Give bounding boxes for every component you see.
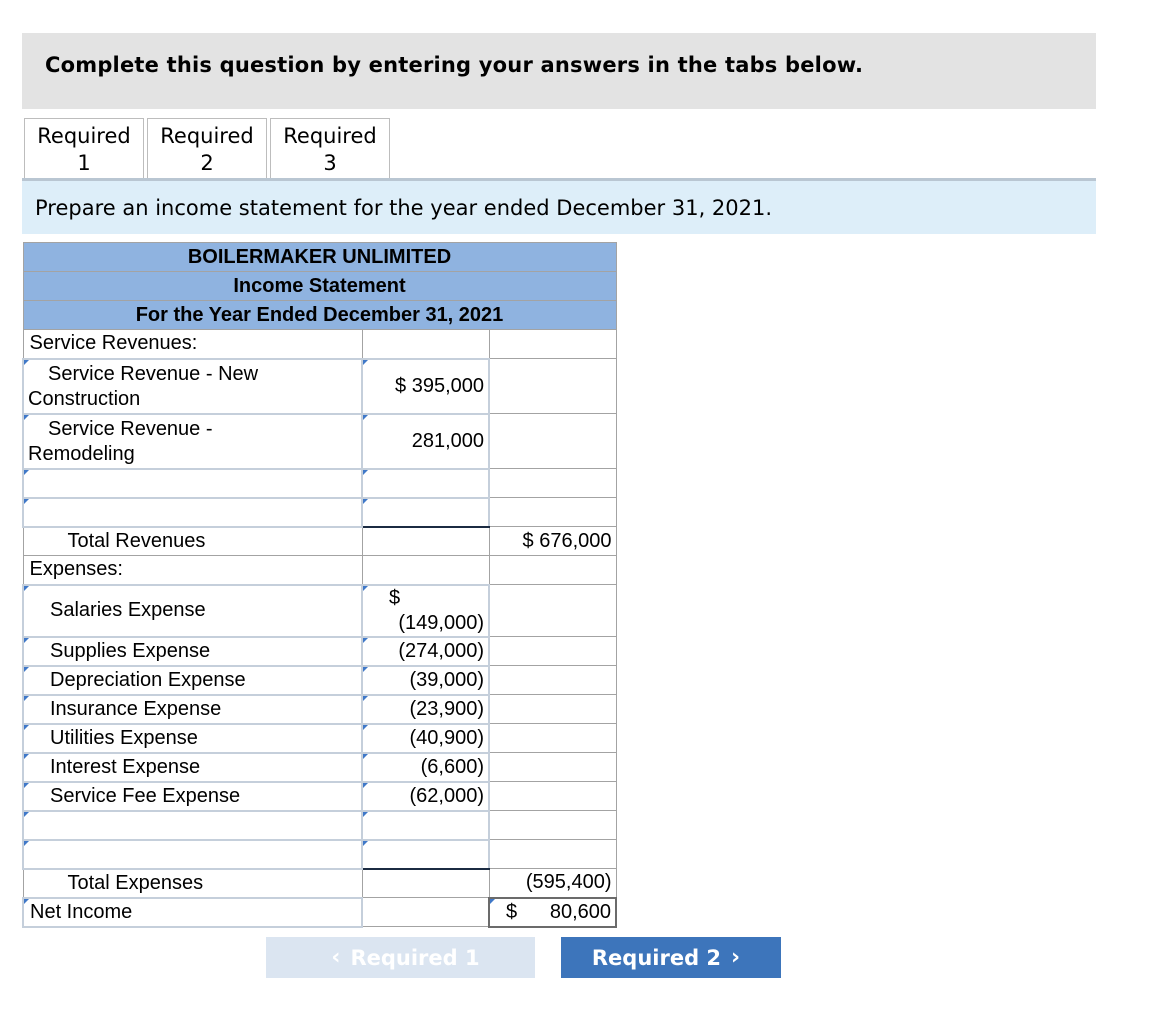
- revenue-account-input-empty[interactable]: [23, 469, 362, 498]
- company-name: BOILERMAKER UNLIMITED: [23, 243, 616, 272]
- revenue-amount-input[interactable]: 281,000: [362, 414, 489, 469]
- net-income-amount: 80,600: [549, 900, 611, 923]
- revenue-label-line2: Remodeling: [28, 442, 135, 465]
- empty-cell: [489, 359, 616, 414]
- net-income-label-input[interactable]: Net Income: [23, 898, 362, 927]
- next-button-label: Required 2: [591, 945, 722, 970]
- expense-account-input[interactable]: Utilities Expense: [23, 724, 362, 753]
- revenue-label-line1: Service Revenue -: [48, 417, 213, 440]
- empty-cell: [489, 782, 616, 811]
- revenue-amount-input-empty[interactable]: [362, 498, 489, 527]
- empty-cell: [489, 637, 616, 666]
- total-revenues-value: $ 676,000: [489, 527, 616, 556]
- tab-number: 2: [200, 151, 214, 175]
- expense-amount-input-empty[interactable]: [362, 840, 489, 869]
- expense-account-input[interactable]: Depreciation Expense: [23, 666, 362, 695]
- empty-cell: [362, 898, 489, 927]
- total-expenses-value: (595,400): [489, 869, 616, 898]
- expense-amount-input[interactable]: (62,000): [362, 782, 489, 811]
- expense-amount-input[interactable]: [362, 585, 489, 637]
- expense-amount-input-empty[interactable]: [362, 811, 489, 840]
- net-income-value-input[interactable]: [489, 898, 616, 927]
- tab-required-1[interactable]: [24, 118, 144, 180]
- previous-button-label: Required 1: [350, 945, 480, 970]
- empty-cell: [489, 414, 616, 469]
- instructions-text: Complete this question by entering your answers in the tabs below.: [45, 53, 864, 77]
- expense-account-input[interactable]: Interest Expense: [23, 753, 362, 782]
- tab-required-2[interactable]: [147, 118, 267, 180]
- empty-cell: [489, 469, 616, 498]
- expenses-heading: Expenses:: [23, 556, 362, 585]
- empty-cell: [489, 724, 616, 753]
- expense-amount-input[interactable]: (39,000): [362, 666, 489, 695]
- expense-account-input[interactable]: Salaries Expense: [23, 585, 362, 637]
- dollar-sign: $: [506, 900, 518, 923]
- tab-label: Required: [160, 124, 254, 148]
- empty-cell: [362, 527, 489, 556]
- revenue-amount-input[interactable]: $ 395,000: [362, 359, 489, 414]
- expense-amount-input[interactable]: (40,900): [362, 724, 489, 753]
- instructions-banner: [22, 33, 1096, 109]
- expense-amount-input[interactable]: (274,000): [362, 637, 489, 666]
- tab-bar: [24, 118, 393, 180]
- tab-number: 1: [77, 151, 91, 175]
- prompt-banner: [22, 181, 1096, 234]
- expense-account-input[interactable]: Supplies Expense: [23, 637, 362, 666]
- expense-account-input[interactable]: Service Fee Expense: [23, 782, 362, 811]
- tab-label: Required: [37, 124, 131, 148]
- empty-cell: [489, 330, 616, 359]
- revenue-label-line1: Service Revenue - New: [48, 362, 259, 385]
- revenues-heading: Service Revenues:: [23, 330, 362, 359]
- chevron-left-icon: ‹: [331, 945, 341, 970]
- empty-cell: [489, 585, 616, 637]
- empty-cell: [489, 811, 616, 840]
- expense-account-input-empty[interactable]: [23, 811, 362, 840]
- prompt-text: Prepare an income statement for the year ended December 31, 2021.: [35, 196, 773, 220]
- revenue-amount-input-empty[interactable]: [362, 469, 489, 498]
- expense-amount-input[interactable]: (6,600): [362, 753, 489, 782]
- empty-cell: [489, 498, 616, 527]
- next-required-button[interactable]: [561, 937, 781, 978]
- expense-account-input-empty[interactable]: [23, 840, 362, 869]
- total-expenses-label: Total Expenses: [23, 869, 362, 898]
- tab-label: Required: [283, 124, 377, 148]
- empty-cell: [362, 556, 489, 585]
- empty-cell: [362, 330, 489, 359]
- dollar-sign: $: [389, 586, 401, 609]
- expense-account-input[interactable]: Insurance Expense: [23, 695, 362, 724]
- empty-cell: [489, 753, 616, 782]
- empty-cell: [489, 840, 616, 869]
- statement-title: Income Statement: [23, 272, 616, 301]
- revenue-account-input[interactable]: [23, 414, 362, 469]
- total-revenues-label: Total Revenues: [23, 527, 362, 556]
- tab-required-3[interactable]: [270, 118, 390, 180]
- expense-amount: (149,000): [398, 611, 484, 634]
- statement-period: For the Year Ended December 31, 2021: [23, 301, 616, 330]
- empty-cell: [362, 869, 489, 898]
- empty-cell: [489, 695, 616, 724]
- empty-cell: [489, 556, 616, 585]
- revenue-label-line2: Construction: [28, 387, 141, 410]
- revenue-account-input-empty[interactable]: [23, 498, 362, 527]
- revenue-account-input[interactable]: [23, 359, 362, 414]
- income-statement-table: [22, 242, 617, 928]
- previous-required-button[interactable]: [266, 937, 535, 978]
- empty-cell: [489, 666, 616, 695]
- expense-amount-input[interactable]: (23,900): [362, 695, 489, 724]
- chevron-right-icon: ›: [731, 945, 741, 970]
- tab-number: 3: [323, 151, 337, 175]
